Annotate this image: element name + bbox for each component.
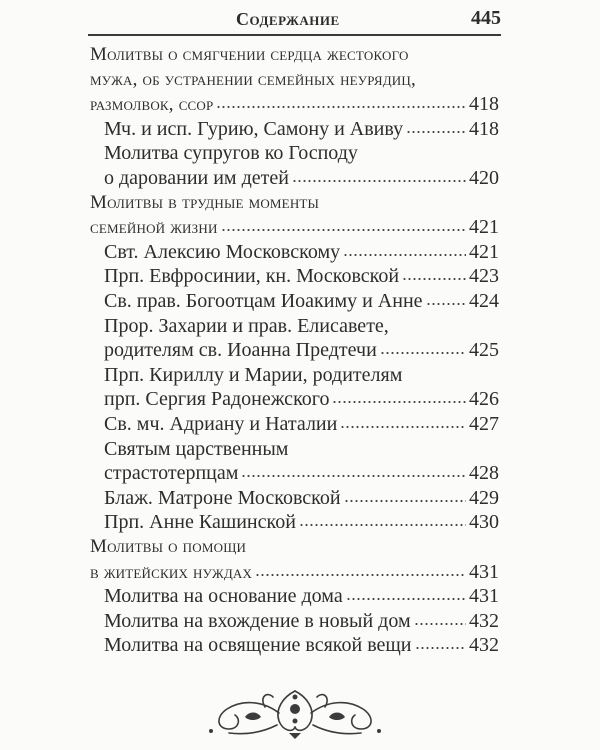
toc-entry-title: Молитва супругов ко Господу xyxy=(104,142,358,165)
toc-entry-title: Молитвы в трудные моменты xyxy=(90,191,320,213)
toc-page-number: 427 xyxy=(469,413,499,435)
toc-entry-title: Св. мч. Адриану и Наталии xyxy=(104,413,338,435)
toc-entry-title: Молитвы о помощи xyxy=(90,536,247,557)
toc-page-number: 426 xyxy=(469,388,499,411)
toc-entry xyxy=(104,339,499,365)
toc-page-number: 432 xyxy=(469,609,499,632)
toc-entry-title: родителям св. Иоанна Предтечи xyxy=(104,339,377,362)
toc-entry-title: о даровании им детей xyxy=(104,167,289,189)
toc-entry-line xyxy=(90,69,499,95)
toc-entry-title: Прп. Евфросинии, кн. Московской xyxy=(104,265,400,288)
toc-entry xyxy=(104,241,499,267)
toc-page-number: 418 xyxy=(469,93,499,116)
toc-entry xyxy=(104,167,499,193)
toc-entry-title: страстотерпцам xyxy=(104,462,239,485)
toc-entry-title: Свт. Алексию Московскому xyxy=(104,240,341,263)
toc-page-number: 425 xyxy=(469,339,499,362)
running-header xyxy=(88,6,501,32)
toc-entry xyxy=(90,93,499,119)
dot-leader xyxy=(402,277,466,281)
toc-entry xyxy=(104,118,499,144)
toc-entry-title: мужа, об устранении семейных неурядиц, xyxy=(90,68,416,90)
toc-entry xyxy=(104,511,499,537)
dot-leader xyxy=(255,573,466,577)
toc-entry-line xyxy=(104,142,499,168)
toc-page-number: 428 xyxy=(469,462,499,485)
floral-ornament-icon xyxy=(205,683,385,741)
toc-entry xyxy=(104,388,499,414)
toc-entry xyxy=(104,585,499,611)
toc-entry-title: Молитва на вхождение в новый дом xyxy=(104,609,411,632)
toc-page-number: 418 xyxy=(469,117,499,140)
toc-page-number: 421 xyxy=(469,240,499,263)
toc-entry-title: прп. Сергия Радонежского xyxy=(104,388,330,411)
dot-leader xyxy=(346,597,466,601)
toc-page-number: 430 xyxy=(469,511,499,534)
toc-page-number: 432 xyxy=(469,634,499,657)
toc-entry-title: семейной жизни xyxy=(90,217,218,239)
toc-page-number: 429 xyxy=(469,486,499,509)
toc-entry-line xyxy=(90,536,499,562)
dot-leader xyxy=(344,499,466,503)
toc-entry-title: Мч. и исп. Гурию, Самону и Авиву xyxy=(104,117,404,140)
dot-leader xyxy=(380,351,466,355)
dot-leader xyxy=(216,105,466,109)
toc-entry-title: Святым царственным xyxy=(104,437,289,460)
dot-leader xyxy=(343,253,466,257)
toc-entry-title: Прп. Кириллу и Марии, родителям xyxy=(104,363,403,386)
toc-entry-title: Молитва на основание дома xyxy=(104,585,343,608)
dot-leader xyxy=(415,646,466,650)
toc-entry xyxy=(90,561,499,587)
toc-page-number: 421 xyxy=(469,216,499,239)
toc-page-number: 423 xyxy=(469,265,499,288)
toc-entry xyxy=(104,634,499,660)
toc-entry-title: размолвок, ссор xyxy=(90,94,214,116)
toc-page-number: 431 xyxy=(469,560,499,583)
dot-leader xyxy=(299,523,466,527)
dot-leader xyxy=(406,130,466,134)
toc-entry-line xyxy=(104,315,499,341)
toc-entry xyxy=(104,265,499,291)
toc-page-number: 431 xyxy=(469,585,499,608)
toc-entry xyxy=(90,216,499,242)
dot-leader xyxy=(241,474,466,478)
toc-entry-title: в житейских нуждах xyxy=(90,561,253,583)
toc-entry xyxy=(104,290,499,316)
toc-entry xyxy=(104,487,499,513)
toc-entry-title: Св. прав. Богоотцам Иоакиму и Анне xyxy=(104,290,423,312)
toc-entry-line xyxy=(90,192,499,218)
toc-entry xyxy=(104,462,499,488)
toc-entry-title: Прп. Анне Кашинской xyxy=(104,511,296,534)
dot-leader xyxy=(340,425,466,429)
dot-leader xyxy=(221,228,466,232)
dot-leader xyxy=(414,622,466,626)
toc-page-number: 420 xyxy=(469,167,499,189)
toc-entry-title: Молитвы о смягчении сердца жестокого xyxy=(90,44,409,65)
page-title: Содержание xyxy=(236,9,340,29)
toc-entry-title: Молитва на освящение всякой вещи xyxy=(104,634,412,657)
toc-page-number: 424 xyxy=(469,290,499,312)
toc-entry-line xyxy=(90,44,499,70)
toc-entry xyxy=(104,413,499,439)
toc-entry xyxy=(104,610,499,636)
header-rule xyxy=(88,34,501,36)
dot-leader xyxy=(332,400,466,404)
toc-entry-title: Прор. Захарии и прав. Елисавете, xyxy=(104,314,389,337)
toc-entry-line xyxy=(104,364,499,390)
toc-entry-line xyxy=(104,438,499,464)
dot-leader xyxy=(426,302,466,306)
toc-entry-title: Блаж. Матроне Московской xyxy=(104,486,341,509)
dot-leader xyxy=(292,179,466,183)
page-number: 445 xyxy=(471,7,501,29)
